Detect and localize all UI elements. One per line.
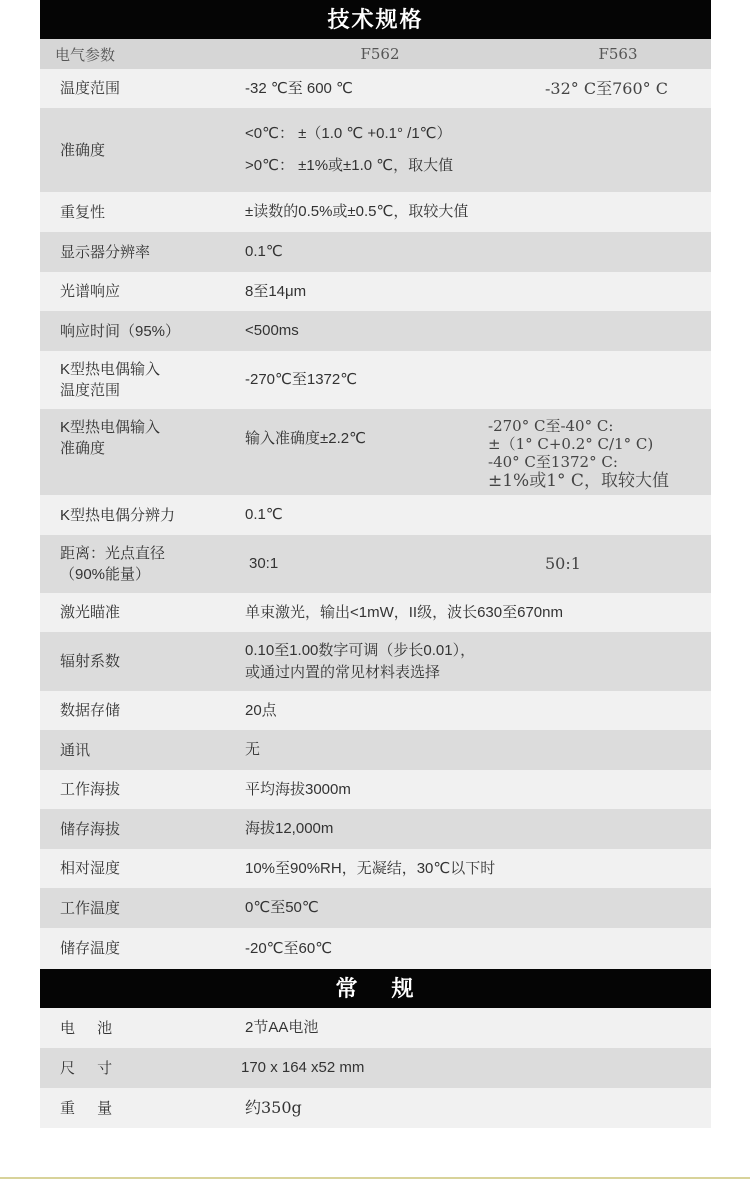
value-k-input-accuracy-f563-line2: ±（1° C+0.2° C/1° C) [488, 435, 654, 453]
value-accuracy-line2: >0℃： ±1%或±1.0 ℃，取大值 [245, 157, 454, 174]
value-distance-spot-f562: 30:1 [249, 555, 279, 572]
label-k-input-accuracy-line1: K型热电偶输入 [60, 419, 161, 436]
value-storage-altitude: 海拔12,000m [245, 820, 334, 837]
column-f563: F563 [598, 45, 638, 63]
row-laser-sighting [40, 593, 711, 632]
value-storage-temperature: -20℃至60℃ [245, 939, 333, 957]
label-operating-temperature: 工作温度 [60, 899, 121, 917]
value-k-resolution: 0.1℃ [245, 506, 283, 523]
label-battery: 电 池 [60, 1019, 113, 1037]
label-size: 尺 寸 [60, 1059, 113, 1077]
value-weight: 约350g [245, 1098, 302, 1117]
label-data-storage: 数据存储 [60, 702, 121, 719]
row-battery [40, 1008, 711, 1048]
value-laser-sighting: 单束激光，输出<1mW，II级，波长630至670nm [245, 603, 563, 621]
value-display-resolution: 0.1℃ [245, 243, 283, 260]
value-spectral-response: 8至14μm [245, 282, 307, 300]
value-distance-spot-f563: 50:1 [545, 554, 581, 573]
value-k-input-accuracy-f562: 输入准确度±2.2℃ [245, 430, 366, 447]
label-storage-temperature: 储存温度 [60, 940, 121, 957]
label-distance-spot-line1: 距离：光点直径 [60, 545, 166, 562]
value-k-input-accuracy-f563-line4: ±1%或1° C，取较大值 [488, 471, 669, 491]
value-accuracy-line1: <0℃： ±（1.0 ℃ +0.1° /1℃） [245, 125, 452, 142]
label-storage-altitude: 储存海拔 [60, 820, 121, 838]
bottom-divider [0, 1177, 750, 1179]
spec-title: 技术规格 [40, 0, 711, 39]
label-emissivity: 辐射系数 [60, 653, 121, 670]
value-operating-temperature: 0℃至50℃ [245, 899, 319, 916]
spec-sheet [40, 0, 711, 1128]
column-param: 电气参数 [55, 45, 116, 64]
row-k-input-accuracy [40, 409, 711, 495]
row-repeatability [40, 192, 711, 232]
label-relative-humidity: 相对湿度 [60, 860, 121, 877]
label-k-input-accuracy-line2: 准确度 [60, 440, 106, 457]
row-response-time [40, 311, 711, 351]
value-k-input-accuracy-f563-line1: -270° C至-40° C: [488, 417, 614, 435]
value-operating-altitude: 平均海拔3000m [245, 780, 351, 798]
row-emissivity [40, 632, 711, 691]
label-repeatability: 重复性 [60, 203, 106, 221]
value-temp-range-f562: -32 ℃至 600 ℃ [245, 79, 353, 97]
row-temp-range [40, 69, 711, 108]
value-response-time: <500ms [245, 322, 299, 339]
row-spectral-response [40, 272, 711, 311]
label-display-resolution: 显示器分辨率 [60, 243, 151, 261]
label-temp-range: 温度范围 [60, 80, 121, 97]
label-communication: 通讯 [60, 741, 91, 759]
label-accuracy: 准确度 [60, 141, 106, 159]
row-data-storage [40, 691, 711, 730]
label-k-resolution: K型热电偶分辨力 [60, 506, 176, 524]
value-relative-humidity: 10%至90%RH，无凝结，30℃以下时 [245, 859, 496, 877]
label-distance-spot-line2: （90%能量） [60, 566, 151, 583]
row-storage-temperature [40, 928, 711, 969]
value-emissivity-line1: 0.10至1.00数字可调（步长0.01）， [245, 641, 476, 659]
label-weight: 重 量 [60, 1099, 113, 1117]
row-communication [40, 730, 711, 770]
label-response-time: 响应时间（95%） [60, 322, 181, 340]
value-data-storage: 20点 [245, 701, 277, 719]
value-k-input-range: -270℃至1372℃ [245, 371, 358, 388]
row-operating-altitude [40, 770, 711, 809]
row-operating-temperature [40, 888, 711, 928]
row-weight [40, 1088, 711, 1128]
row-k-input-range [40, 351, 711, 409]
row-accuracy [40, 108, 711, 192]
label-operating-altitude: 工作海拔 [60, 781, 121, 798]
value-repeatability: ±读数的0.5%或±0.5℃，取较大值 [245, 203, 469, 220]
label-spectral-response: 光谱响应 [60, 283, 121, 300]
column-f562: F562 [360, 45, 400, 63]
row-size [40, 1048, 711, 1088]
column-header-row [40, 39, 711, 69]
value-communication: 无 [245, 741, 261, 758]
value-size: 170 x 164 x52 mm [241, 1059, 365, 1076]
value-temp-range-f563: -32° C至760° C [545, 78, 668, 98]
row-k-resolution [40, 495, 711, 535]
general-title: 常 规 [40, 969, 711, 1008]
value-battery: 2节AA电池 [245, 1019, 319, 1036]
row-relative-humidity [40, 849, 711, 888]
row-storage-altitude [40, 809, 711, 849]
label-k-input-range-line1: K型热电偶输入 [60, 361, 161, 378]
value-emissivity-line2: 或通过内置的常见材料表选择 [245, 663, 441, 681]
row-display-resolution [40, 232, 711, 272]
row-distance-spot [40, 535, 711, 593]
label-k-input-range-line2: 温度范围 [60, 382, 121, 399]
label-laser-sighting: 激光瞄准 [60, 604, 121, 621]
value-k-input-accuracy-f563-line3: -40° C至1372° C: [488, 453, 618, 471]
